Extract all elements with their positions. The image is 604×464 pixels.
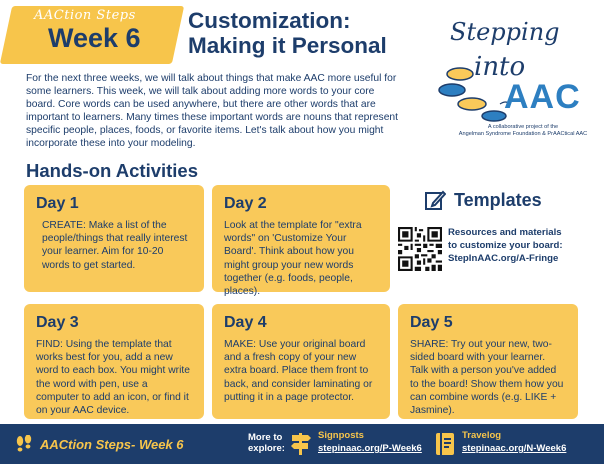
signposts-link[interactable] <box>290 430 422 456</box>
day-5-card <box>398 304 578 419</box>
templates-heading-row <box>424 189 542 211</box>
intro-paragraph: For the next three weeks, we will talk about things that make AAC more useful for some learners. This week, we will talk about adding more words to your core board. Core words can be used anywhere, but there are other words that are important to learners. Many times these important words are nouns that represent specific people, places, foods, or favorite items. Let's talk about how you might incorporate these into your modeling. <box>26 73 399 149</box>
edit-icon <box>424 189 446 211</box>
travelog-icon <box>434 430 456 456</box>
day-5-text: SHARE: Try out your new, two-sided board with your learner. Talk with a person you've added to the board! Show them how you can combine words (e.g. LIKE + Jasmine). <box>410 339 564 417</box>
day-1-text: CREATE: Make a list of the people/things that really interest your learner. Aim for 10-20 words to get started. <box>42 220 188 271</box>
day-1-heading: Day 1 <box>36 195 79 212</box>
day-3-heading: Day 3 <box>36 314 79 331</box>
footer-bar <box>0 424 604 464</box>
day-4-text: MAKE: Use your original board and a fresh copy of your new extra board. Place them front to back, and consider laminating or putting it in a page protector. <box>224 339 373 403</box>
signposts-title: Signposts <box>318 430 364 441</box>
templates-link[interactable]: StepInAAC.org/A-Fringe <box>448 253 559 264</box>
logo-word-into: into <box>474 52 526 82</box>
page-title-line-2: Making it Personal <box>188 33 387 58</box>
signpost-icon <box>290 430 312 456</box>
day-4-card <box>212 304 390 419</box>
day-2-card <box>212 185 390 298</box>
templates-description <box>448 226 600 265</box>
day-3-card <box>24 304 204 419</box>
logo-word-stepping: Stepping <box>450 18 560 46</box>
logo-caption-line-1: A collaborative project of the <box>487 124 559 130</box>
day-2-heading: Day 2 <box>224 195 267 212</box>
day-1-card <box>24 185 204 292</box>
day-4-heading: Day 4 <box>224 314 267 331</box>
day-3-text: FIND: Using the template that works best for you, add a new word to each box. You might write the word with pen, use a computer to add an icon, or find it on your AAC device. <box>36 339 190 417</box>
travelog-title: Travelog <box>462 430 502 441</box>
templates-heading: Templates <box>454 189 542 210</box>
page-title-line-1: Customization: <box>188 8 351 33</box>
qr-code-icon[interactable] <box>398 227 442 271</box>
banner-subtitle: AACtion Steps <box>34 8 136 23</box>
signposts-url[interactable]: stepinaac.org/P-Week6 <box>318 443 422 454</box>
logo-word-aac: AAC <box>504 78 581 116</box>
day-2-text: Look at the template for "extra words" on 'Customize Your Board'. Think about how you might group your new words together (e.g. foods, people, places). <box>224 220 362 298</box>
more-line-2: explore: <box>248 443 285 454</box>
day-5-heading: Day 5 <box>410 314 453 331</box>
banner-week: Week 6 <box>48 23 141 53</box>
travelog-url[interactable]: stepinaac.org/N-Week6 <box>462 443 567 454</box>
footprints-icon <box>14 435 34 453</box>
more-line-1: More to <box>248 432 283 443</box>
page-title <box>188 8 418 58</box>
travelog-text <box>462 430 566 455</box>
travelog-link[interactable] <box>434 430 566 456</box>
templates-panel <box>398 185 598 295</box>
more-to-explore-label <box>248 432 292 454</box>
templates-line-1: Resources and materials <box>448 227 562 238</box>
signposts-text <box>318 430 422 455</box>
footer-title: AACtion Steps- Week 6 <box>40 436 184 452</box>
logo-caption <box>448 124 598 138</box>
section-heading: Hands-on Activities <box>26 160 199 181</box>
stepping-into-aac-logo <box>430 12 595 142</box>
week-banner-text <box>20 8 180 53</box>
logo-caption-line-2: Angelman Syndrome Foundation & PrAACtical AAC <box>458 131 588 137</box>
footer-title-group <box>14 435 184 453</box>
templates-line-2: to customize your board: <box>448 240 563 251</box>
